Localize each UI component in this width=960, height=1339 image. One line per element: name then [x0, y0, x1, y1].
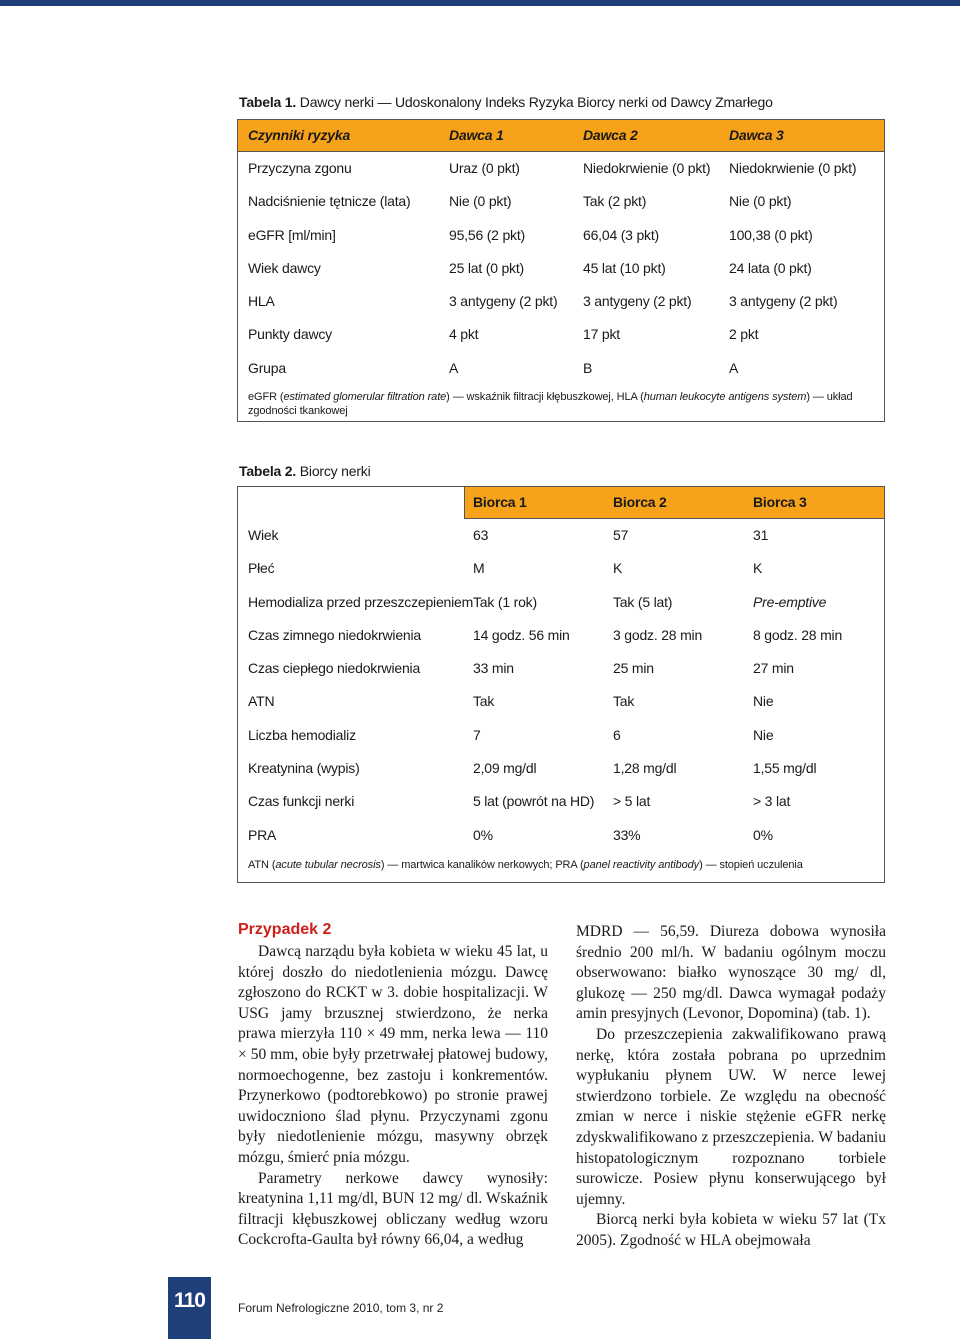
table1-cell: 24 lata (0 pkt)	[729, 259, 812, 276]
table2-cell: Nie	[753, 726, 774, 743]
footnote-text: ) — martwica kanalików nerkowych; PRA (	[380, 858, 584, 871]
table2-title: Biorcy nerki	[299, 463, 371, 479]
paragraph: Do przeszczepienia zakwalifikowano prawą nerkę, która została pobrana po uprzednim wypłukaniu płynem UW. W nerce lewej stwierdzono torbiele. Ze względu na obecność zmian w nerce i niskie stężenie eGFR nerkę zdyskwalifikowano z przeszczepienia. W badaniu histopatologicznym rozpoznano torbiele surowicze. Posiew płynu konserwującego był ujemny.	[576, 1025, 886, 1208]
paragraph: Dawcą narządu była kobieta w wieku 45 lat, u której doszło do niedotlenienia mózgu. Dawcę zgłoszono do RCKT w 3. dobie hospitalizacji. W USG jamy brzusznej stwierdzono, że nerka prawa mierzyła 110 × 49 mm, nerka lewa — 110 × 50 mm, obie były przetrwałej płatowej budowy, normoechogenne, bez zastoju i konkrementów. Przynerkowo (podtorebkowo) po stronie prawej uwidoczniono ślad płynu. Przyczynami zgonu były niedotlenienie mózgu, masywny obrzęk mózgu, śmierć pnia mózgu.	[238, 943, 548, 1166]
table-row	[238, 252, 884, 285]
footnote-italic: panel reactivity antibody	[583, 858, 700, 871]
table-row	[238, 352, 884, 385]
table2-caption	[239, 463, 371, 479]
table2-cell: 0%	[473, 826, 493, 843]
table2-cell: > 3 lat	[753, 793, 791, 810]
paragraph: Biorcą nerki była kobieta w wieku 57 lat (Tx 2005). Zgodność w HLA obejmowała	[576, 1211, 886, 1249]
table1-cell: 3 antygeny (2 pkt)	[583, 293, 692, 310]
table2-cell: PRA	[248, 826, 277, 843]
case-heading: Przypadek 2	[238, 921, 332, 938]
table1-caption	[239, 94, 773, 110]
table1-cell: 25 lat (0 pkt)	[449, 259, 525, 276]
table-row	[238, 785, 884, 818]
footnote-text: ATN (	[248, 858, 276, 871]
footnote-text: ) — wskaźnik filtracji kłębuszkowej, HLA (	[446, 391, 644, 404]
table1-footnote	[238, 390, 884, 418]
table2-header-cell: Biorca 2	[613, 494, 667, 510]
footnote-italic: estimated glomerular filtration rate	[283, 391, 447, 404]
table2-cell: Tak (5 lat)	[613, 593, 673, 610]
table2-cell: K	[613, 560, 623, 577]
table1-cell: 2 pkt	[729, 326, 759, 343]
table2-cell: 0%	[753, 826, 773, 843]
table-row	[238, 219, 884, 252]
table-row	[238, 185, 884, 218]
table1-cell: 95,56 (2 pkt)	[449, 226, 525, 243]
table1-cell: Nadciśnienie tętnicze (lata)	[248, 193, 411, 210]
article-right-column	[576, 922, 886, 1252]
paragraph: Parametry nerkowe dawcy wynosiły: kreatynina 1,11 mg/dl, BUN 12 mg/ dl. Wskaźnik filtracji kłębuszkowej obliczany według wzoru Cockcrofta-Gaulta był równy 66,04, a według	[238, 1169, 548, 1249]
table1-header-row	[238, 120, 884, 152]
table1-title: Dawcy nerki — Udoskonalony Indeks Ryzyka Biorcy nerki od Dawcy Zmarłego	[299, 94, 773, 110]
table2-cell: > 5 lat	[613, 793, 651, 810]
table2-cell: 31	[753, 527, 769, 543]
table2-cell: Tak (1 rok)	[473, 593, 537, 610]
table2-cell: 25 min	[613, 660, 654, 677]
article-left-column	[238, 920, 548, 1251]
footnote-text: eGFR (	[248, 391, 284, 404]
table-row	[238, 552, 884, 585]
table1-cell: A	[449, 359, 459, 376]
table2-cell: Czas zimnego niedokrwienia	[248, 626, 421, 643]
table-row	[238, 586, 884, 619]
table2-cell: M	[473, 560, 485, 577]
table-row	[238, 685, 884, 718]
table1-header-cell: Dawca 2	[583, 127, 638, 143]
table-row	[238, 318, 884, 351]
table-row	[238, 152, 884, 185]
table2	[237, 486, 885, 883]
table2-cell: K	[753, 560, 763, 577]
footnote-italic: human leukocyte antigens system	[643, 391, 807, 404]
table2-header-cell: Biorca 3	[753, 494, 807, 510]
table2-cell: 1,55 mg/dl	[753, 760, 817, 777]
table2-cell: 33%	[613, 826, 641, 843]
table1-cell: HLA	[248, 293, 275, 310]
table2-cell: Nie	[753, 693, 774, 710]
journal-citation: Forum Nefrologiczne 2010, tom 3, nr 2	[238, 1301, 444, 1315]
table2-cell: Tak	[473, 693, 495, 710]
footnote-text: ) — stopień uczulenia	[699, 858, 803, 871]
table1-cell: A	[729, 359, 739, 376]
table2-cell: 5 lat (powrót na HD)	[473, 793, 595, 810]
table1-cell: Niedokrwienie (0 pkt)	[583, 160, 711, 176]
top-accent-bar	[0, 0, 960, 6]
table2-footnote	[238, 858, 884, 872]
table2-cell: 33 min	[473, 660, 514, 677]
table1-header-cell: Dawca 1	[449, 127, 504, 143]
table-row	[238, 719, 884, 752]
table2-cell: 2,09 mg/dl	[473, 760, 537, 777]
table2-cell: ATN	[248, 693, 275, 710]
table1-cell: Przyczyna zgonu	[248, 160, 352, 176]
table2-cell: Hemodializa przed przeszczepieniem	[248, 593, 474, 610]
table1-cell: 3 antygeny (2 pkt)	[729, 293, 838, 310]
table2-cell: Kreatynina (wypis)	[248, 760, 360, 777]
table2-cell: 8 godz. 28 min	[753, 626, 843, 643]
table1-cell: Punkty dawcy	[248, 326, 332, 343]
table2-cell: Czas ciepłego niedokrwienia	[248, 660, 421, 677]
table1-cell: Uraz (0 pkt)	[449, 160, 520, 176]
table2-cell: Wiek	[248, 527, 279, 543]
table1-cell: Niedokrwienie (0 pkt)	[729, 160, 857, 176]
table-row	[238, 285, 884, 318]
table2-cell: Płeć	[248, 560, 275, 577]
table-row	[238, 752, 884, 785]
table1-label: Tabela 1.	[239, 94, 297, 110]
table1-cell: Nie (0 pkt)	[449, 193, 512, 210]
table1-cell: Grupa	[248, 359, 286, 376]
table2-cell: 27 min	[753, 660, 794, 677]
table-row	[238, 619, 884, 652]
table2-cell: Tak	[613, 693, 635, 710]
footnote-text: ) — układ zgodności tkankowej	[248, 391, 853, 418]
table2-cell: Czas funkcji nerki	[248, 793, 355, 810]
table1-cell: 3 antygeny (2 pkt)	[449, 293, 558, 310]
table1-cell: 4 pkt	[449, 326, 479, 343]
table2-cell: 6	[613, 726, 621, 743]
table2-cell: 1,28 mg/dl	[613, 760, 677, 777]
table1-cell: 17 pkt	[583, 326, 620, 343]
table1-header-cell: Czynniki ryzyka	[248, 127, 351, 143]
table1-cell: Wiek dawcy	[248, 259, 321, 276]
footnote-italic: acute tubular necrosis	[275, 858, 381, 871]
page-number: 110	[174, 1289, 205, 1312]
paragraph: MDRD — 56,59. Diureza dobowa wynosiła średnio 200 ml/h. W badaniu ogólnym moczu obserwowano: białko wynoszące 30 mg/ dl, glukozę — 250 mg/dl. Dawca wymagał podaży amin presyjnych (Levonor, Dopomina) (tab. 1).	[576, 923, 886, 1023]
table2-header-fill	[464, 487, 884, 519]
table-row	[238, 519, 884, 552]
table-row	[238, 652, 884, 685]
table1-cell: Nie (0 pkt)	[729, 193, 792, 210]
table1-cell: Tak (2 pkt)	[583, 193, 647, 210]
table2-cell: 7	[473, 726, 481, 743]
table2-cell: 14 godz. 56 min	[473, 626, 570, 643]
table2-cell: 57	[613, 527, 629, 543]
table1	[237, 119, 885, 422]
table2-label: Tabela 2.	[239, 463, 297, 479]
table1-cell: 66,04 (3 pkt)	[583, 226, 659, 243]
table2-header-cell: Biorca 1	[473, 494, 527, 510]
table2-cell: Pre-emptive	[753, 593, 827, 610]
table2-header-row	[238, 487, 884, 519]
table1-cell: 100,38 (0 pkt)	[729, 226, 813, 243]
table1-cell: 45 lat (10 pkt)	[583, 259, 666, 276]
table2-cell: 3 godz. 28 min	[613, 626, 703, 643]
table1-header-cell: Dawca 3	[729, 127, 784, 143]
table-row	[238, 819, 884, 852]
table2-cell: 63	[473, 527, 489, 543]
table1-cell: eGFR [ml/min]	[248, 226, 336, 243]
table2-cell: Liczba hemodializ	[248, 726, 356, 743]
table1-cell: B	[583, 359, 593, 376]
